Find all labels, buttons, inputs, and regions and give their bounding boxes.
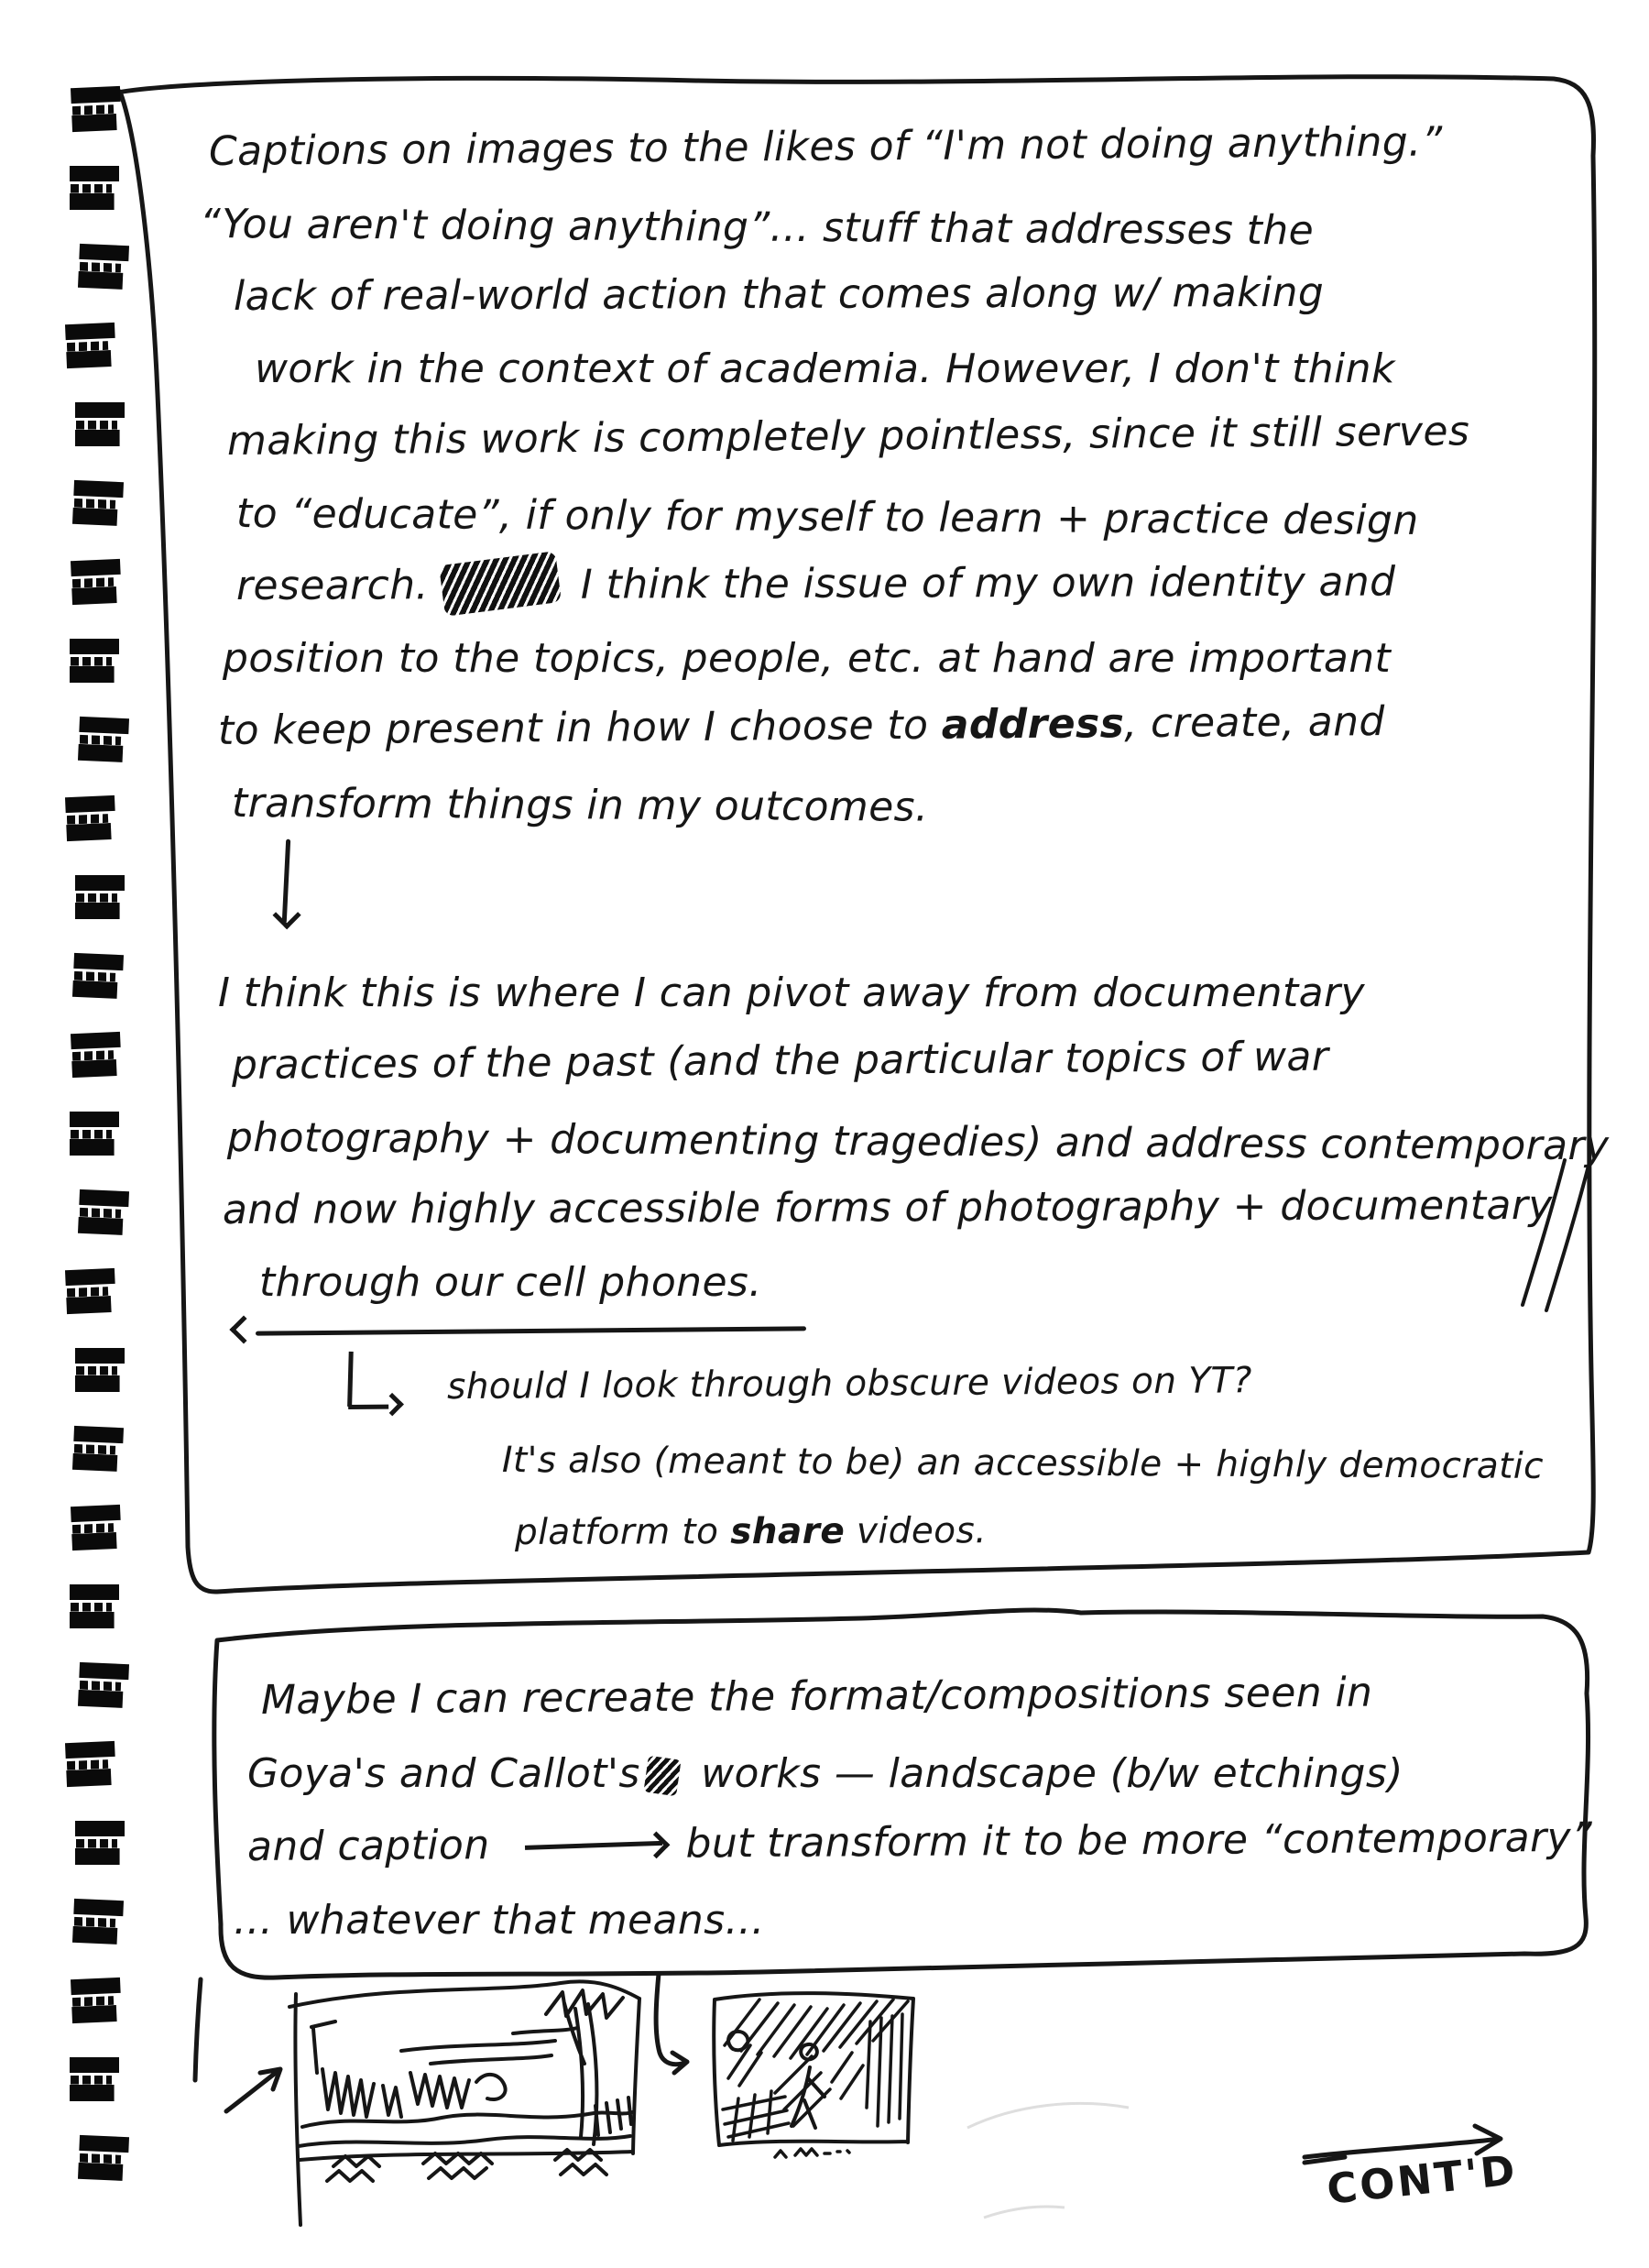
- handwritten-line: [247, 1802, 1593, 1884]
- spiral-mark: [71, 1032, 122, 1078]
- handwritten-line: [348, 1342, 1610, 1424]
- branch-arrow-icon: [348, 1357, 394, 1414]
- handwritten-line: ... whatever that means...: [234, 1897, 765, 1944]
- spiral-mark: [72, 480, 124, 526]
- arrow-to-sketch-2: [656, 1974, 687, 2073]
- spiral-mark: [78, 1662, 129, 1708]
- line-text: but transform it to be more “contemporary”: [685, 1813, 1593, 1868]
- handwritten-line: Captions on images to the likes of “I'm not doing anything.”: [208, 118, 1443, 175]
- line-text: to keep present in how I choose to: [217, 701, 942, 754]
- spiral-mark: [78, 244, 129, 290]
- line-text: through our cell phones.: [259, 1259, 762, 1306]
- handwritten-line: [515, 1493, 1610, 1569]
- line-text: platform to: [514, 1511, 731, 1553]
- spiral-mark: [75, 875, 125, 919]
- spiral-mark: [72, 1426, 124, 1472]
- arrow-to-sketch-1: [195, 1979, 280, 2111]
- spiral-mark: [65, 795, 116, 841]
- spiral-mark: [70, 1112, 119, 1156]
- spiral-mark: [72, 953, 124, 999]
- spiral-mark: [78, 1189, 129, 1235]
- handwritten-line: [259, 1246, 1609, 1319]
- spiral-mark: [71, 559, 122, 605]
- handwritten-line: [247, 1737, 1592, 1811]
- line-text: research.: [235, 562, 429, 609]
- handwritten-line: It's also (meant to be) an accessible + highly democratic: [501, 1440, 1545, 1487]
- spiral-mark: [71, 1978, 122, 2023]
- handwritten-line: [218, 684, 1610, 767]
- handwritten-line: photography + documenting tragedies) and address contemporary: [226, 1114, 1610, 1170]
- down-arrow-icon: [282, 839, 289, 924]
- handwritten-line: position to the topics, people, etc. at hand are important: [223, 635, 1392, 682]
- spiral-mark: [78, 717, 129, 762]
- spiral-mark: [75, 402, 125, 446]
- sketch-figure-etching: [714, 1993, 913, 2157]
- handwritten-line: and now highly accessible forms of photography + documentary: [222, 1181, 1553, 1233]
- overwritten-word: address: [941, 700, 1125, 749]
- line-text: , create, and: [1123, 697, 1385, 748]
- handwritten-line: making this work is completely pointless, since it still serves: [226, 408, 1470, 465]
- spiral-mark: [70, 639, 119, 683]
- spiral-mark: [75, 1348, 125, 1392]
- handwritten-line: “You aren't doing anything”... stuff that addresses the: [199, 201, 1315, 255]
- spiral-mark: [71, 86, 122, 132]
- handwritten-line: work in the context of academia. However, I don't think: [255, 345, 1395, 392]
- underlined-phrase: [259, 1246, 762, 1319]
- note-box-1: [199, 115, 1610, 1569]
- spiral-binding: [0, 0, 147, 2268]
- line-text: and caption: [246, 1822, 490, 1870]
- contd-label: CONT'D: [1324, 2145, 1520, 2214]
- handwritten-line: to “educate”, if only for myself to learn + practice design: [235, 490, 1419, 544]
- handwritten-line: [236, 545, 1610, 622]
- scribbled-out-word: [439, 551, 562, 617]
- line-text: works — landscape (b/w etchings): [687, 1750, 1403, 1797]
- line-text: I think the issue of my own identity and: [580, 558, 1396, 608]
- spiral-mark: [78, 2135, 129, 2181]
- faint-pencil-mark: [967, 2103, 1129, 2218]
- spiral-mark: [65, 323, 116, 368]
- handwritten-line: transform things in my outcomes.: [231, 780, 929, 831]
- line-text: should I look through obscure videos on YT?: [446, 1360, 1252, 1408]
- line-text: Goya's and Callot's: [247, 1750, 640, 1797]
- spiral-mark: [71, 1505, 122, 1550]
- spiral-mark: [70, 1584, 119, 1628]
- spiral-mark: [70, 2057, 119, 2101]
- handwritten-line: lack of real-world action that comes along w/ making: [233, 268, 1325, 320]
- handwritten-line: I think this is where I can pivot away from documentary: [218, 970, 1365, 1016]
- handwritten-line: [209, 835, 1610, 942]
- sketch-landscape-etching: [289, 1981, 639, 2225]
- handwritten-line: Maybe I can recreate the format/compositions seen in: [260, 1669, 1373, 1724]
- handwritten-line: practices of the past (and the particular topics of war: [231, 1033, 1329, 1089]
- spiral-mark: [65, 1741, 116, 1787]
- spiral-mark: [72, 1899, 124, 1945]
- note-box-2: [234, 1664, 1593, 1957]
- long-right-arrow-icon: [525, 1843, 662, 1849]
- spiral-mark: [70, 166, 119, 210]
- scribbled-mark: [643, 1756, 681, 1797]
- spiral-mark: [75, 1821, 125, 1865]
- line-text: videos.: [845, 1510, 988, 1552]
- spiral-mark: [65, 1268, 116, 1314]
- overwritten-word: share: [730, 1510, 846, 1553]
